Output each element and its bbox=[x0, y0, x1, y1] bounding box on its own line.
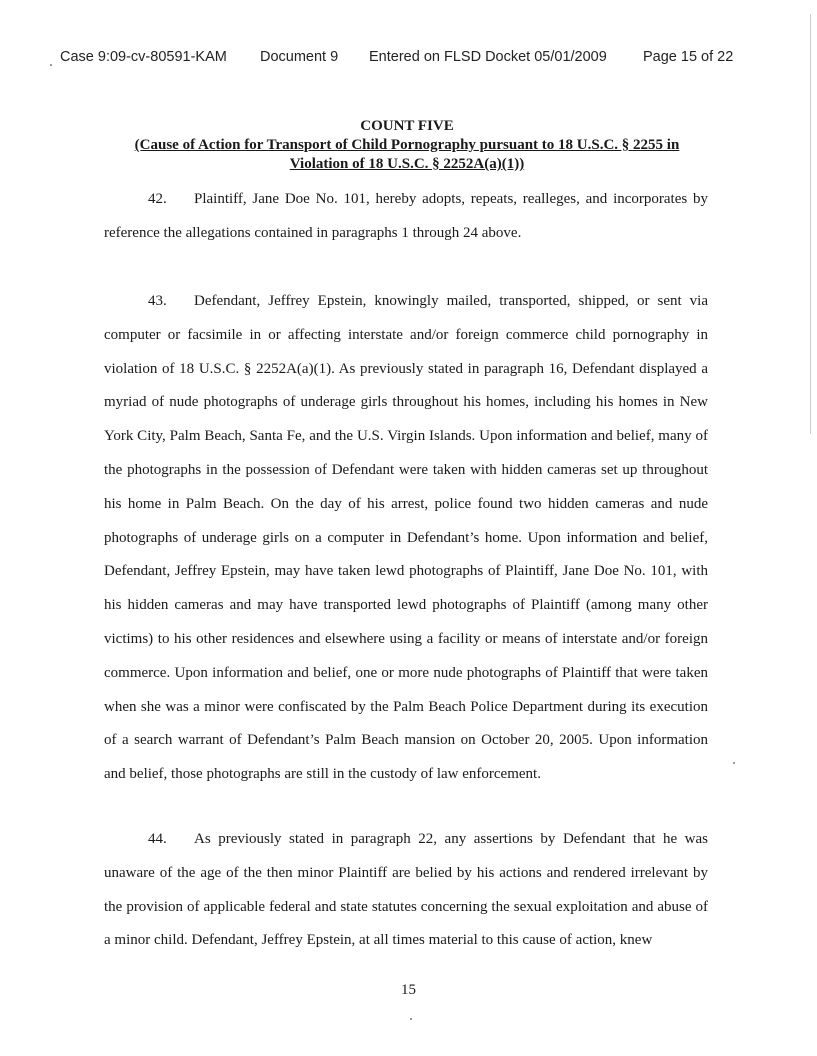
paragraph-number: 44. bbox=[148, 831, 167, 847]
paragraph-text: As previously stated in paragraph 22, any assertions by Defendant that he was unaware of the age of the then minor Plaintiff are belied by his actions and rendered irrelevant by the provision of applicable federal and state statutes concerning the sexual exploitation and abuse of a minor child. Defendant, Jeffrey Epstein, at all times material to this cause of action, knew bbox=[104, 831, 708, 949]
paragraph-43 bbox=[104, 285, 708, 792]
paragraph-number: 43. bbox=[148, 293, 167, 309]
count-heading bbox=[100, 117, 714, 174]
scan-edge-line bbox=[810, 14, 811, 434]
cause-of-action-line-2: Violation of 18 U.S.C. § 2252A(a)(1)) bbox=[289, 156, 525, 172]
docket-entry: Entered on FLSD Docket 05/01/2009 bbox=[369, 49, 607, 65]
cause-of-action-line-1: (Cause of Action for Transport of Child Pornography pursuant to 18 U.S.C. § 2255 in bbox=[134, 137, 680, 153]
scan-speck bbox=[733, 762, 735, 764]
paragraph-number: 42. bbox=[148, 191, 167, 207]
paragraph-text: Plaintiff, Jane Doe No. 101, hereby adopts, repeats, realleges, and incorporates by reference the allegations contained in paragraphs 1 through 24 above. bbox=[104, 191, 708, 241]
paragraph-text: Defendant, Jeffrey Epstein, knowingly mailed, transported, shipped, or sent via computer or facsimile in or affecting interstate and/or foreign commerce child pornography in violation of 18 U.S.C. § 2252A(a)(1). As previously stated in paragraph 16, Defendant displayed a myriad of nude photographs of underage girls throughout his homes, including his homes in New York City, Palm Beach, Santa Fe, and the U.S. Virgin Islands. Upon information and belief, many of the photographs in the possession of Defendant were taken with hidden cameras set up throughout his home in Palm Beach. On the day of his arrest, police found two hidden cameras and nude photographs of underage girls on a computer in Defendant’s home. Upon information and belief, Defendant, Jeffrey Epstein, may have taken lewd photographs of Plaintiff, Jane Doe No. 101, with his hidden cameras and may have transported lewd photographs of Plaintiff (among many other victims) to his other residences and elsewhere using a facility or means of interstate and/or foreign commerce. Upon information and belief, one or more nude photographs of Plaintiff that were taken when she was a minor were confiscated by the Palm Beach Police Department during its execution of a search warrant of Defendant’s Palm Beach mansion on October 20, 2005. Upon information and belief, those photographs are still in the custody of law enforcement. bbox=[104, 293, 708, 783]
scan-speck bbox=[410, 1018, 412, 1020]
page-of-total: Page 15 of 22 bbox=[643, 49, 734, 65]
paragraph-42 bbox=[104, 183, 708, 251]
scan-speck bbox=[50, 64, 52, 66]
case-number: Case 9:09-cv-80591-KAM bbox=[60, 49, 227, 65]
page-number: 15 bbox=[401, 982, 416, 998]
count-title: COUNT FIVE bbox=[360, 118, 454, 134]
paragraph-44 bbox=[104, 823, 708, 958]
document-number: Document 9 bbox=[260, 49, 339, 65]
